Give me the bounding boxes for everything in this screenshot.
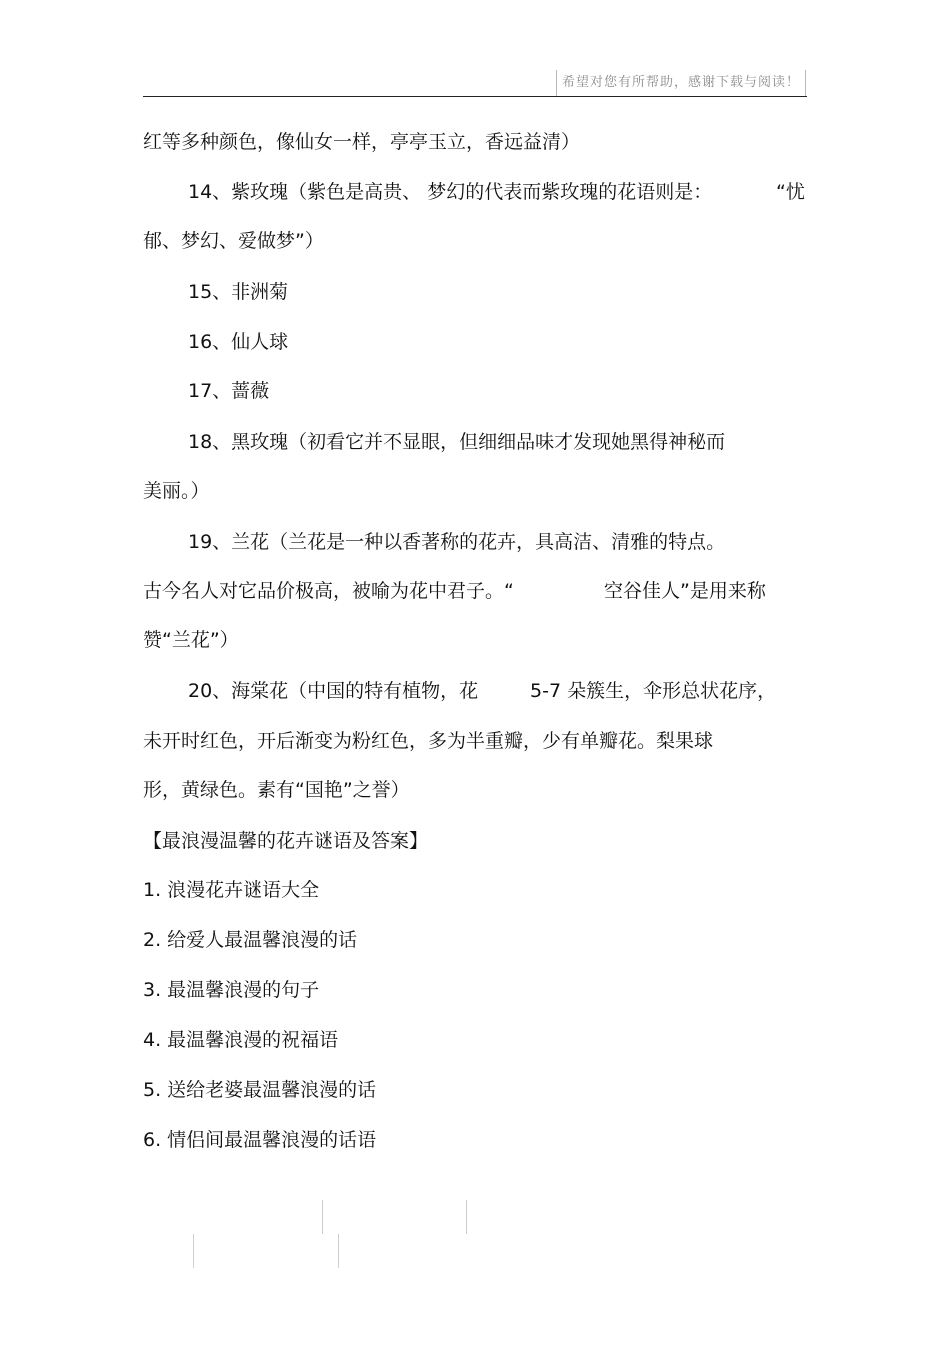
list-item: 17、蔷薇 [188,380,270,402]
list-item: 3. 最温馨浪漫的句子 [143,979,320,1001]
paragraph-line: 形，黄绿色。素有“国艳”之誉） [143,779,410,801]
list-item: 16、仙人球 [188,331,289,353]
list-item: 6. 情侣间最温馨浪漫的话语 [143,1129,377,1151]
list-item: 1. 浪漫花卉谜语大全 [143,879,320,901]
list-item: 15、非洲菊 [188,281,289,303]
paragraph-line: 郁、梦幻、爱做梦”） [143,230,324,252]
paragraph-line: “忧 [776,181,805,203]
paragraph-line: 未开时红色，开后渐变为粉红色，多为半重瓣，少有单瓣花。梨果球 [143,730,714,752]
paragraph-line: 14、紫玫瑰（紫色是高贵、 梦幻的代表而紫玫瑰的花语则是： [188,181,713,203]
paragraph-line: 19、兰花（兰花是一种以香著称的花卉，具高洁、清雅的特点。 [188,531,726,553]
paragraph-line: 空谷佳人”是用来称 [604,580,766,602]
divider [338,1234,339,1268]
paragraph-line: 红等多种颜色，像仙女一样，亭亭玉立，香远益清） [143,131,581,153]
paragraph-line: 18、黑玫瑰（初看它并不显眼，但细细品味才发现她黑得神秘而 [188,431,726,453]
divider [466,1200,467,1234]
paragraph-line: 5-7 朵簇生，伞形总状花序， [530,680,777,702]
paragraph-line: 美丽。） [143,480,210,502]
divider [322,1200,323,1234]
paragraph-line: 古今名人对它品价极高，被喻为花中君子。“ [143,580,514,602]
section-heading: 【最浪漫温馨的花卉谜语及答案】 [143,830,429,852]
header-rule [143,96,807,97]
paragraph-line: 赞“兰花”） [143,629,239,651]
paragraph-line: 20、海棠花（中国的特有植物，花 [188,680,479,702]
list-item: 2. 给爱人最温馨浪漫的话 [143,929,358,951]
list-item: 4. 最温馨浪漫的祝福语 [143,1029,339,1051]
divider [193,1234,194,1268]
header-note: 希望对您有所帮助，感谢下载与阅读！ [556,70,806,96]
list-item: 5. 送给老婆最温馨浪漫的话 [143,1079,377,1101]
